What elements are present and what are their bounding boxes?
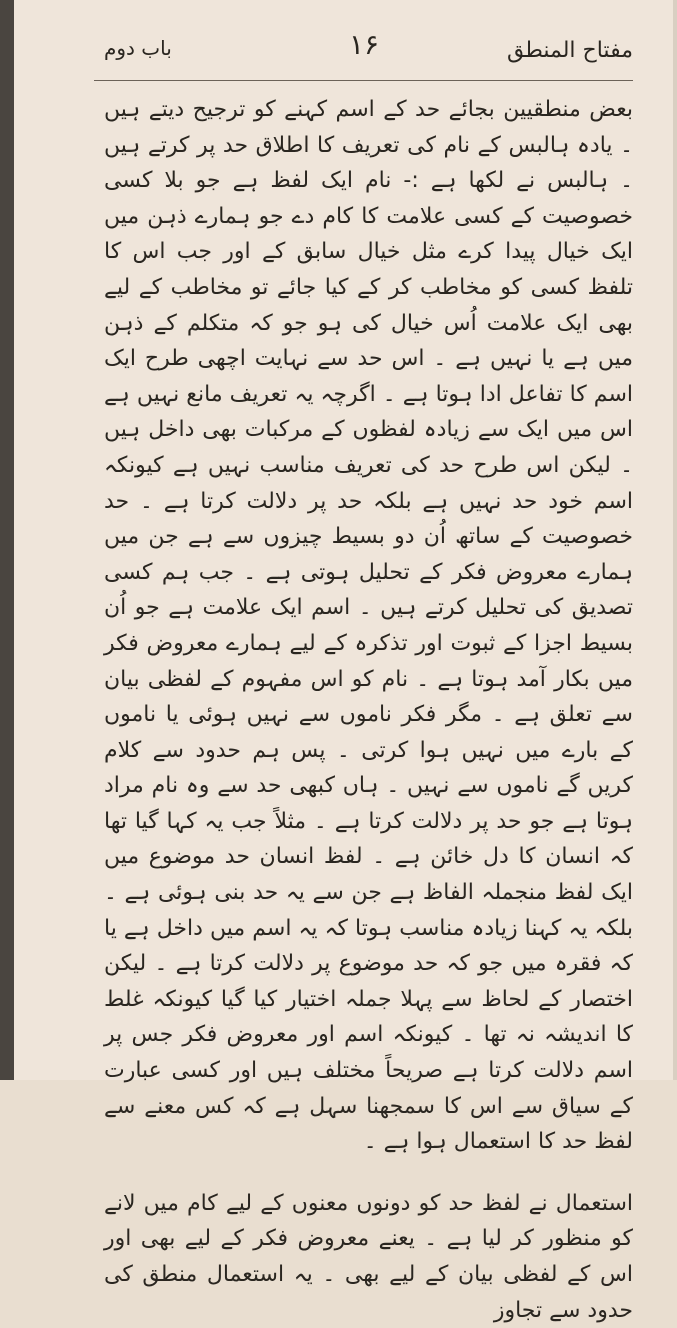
paragraph-gap <box>104 1160 633 1186</box>
body-text <box>104 92 633 1328</box>
paragraph-2: استعمال نے لفظ حد کو دونوں معنوں کے لیے کام میں لانے کو منظور کر لیا ہے ۔ یعنے معروض فکر کے لیے بھی اور اس کے لفظی بیان کے لیے بھی ۔ یہ استعمال منطق کی حدود سے تجاوز <box>104 1190 633 1323</box>
paragraph-1: بعض منطقیین بجائے حد کے اسم کہنے کو ترجیح دیتے ہیں ۔ یادہ ہالبس کے نام کی تعریف کا اطلاق حد پر کرتے ہیں ۔ ہالبس نے لکھا ہے :- نام ایک لفظ ہے جو بلا کسی خصوصیت کے کسی علامت کا کام دے جو ہمارے ذہن میں ایک خیال پیدا کرے مثل خیال سابق کے اور جب اس کا تلفظ کسی کو مخاطب کر کے کیا جائے تو مخاطب کے لیے بھی ایک علامت اُس خیال کی ہو جو کہ متکلم کے ذہن میں ہے یا نہیں ہے ۔ اس حد سے نہایت اچھی طرح ایک اسم کا تفاعل ادا ہوتا ہے ۔ اگرچہ یہ تعریف مانع نہیں ہے اس میں ایک سے زیادہ لفظوں کے مرکبات بھی داخل ہیں ۔ لیکن اس طرح حد کی تعریف مناسب نہیں ہے کیونکہ اسم خود حد نہیں ہے بلکہ حد پر دلالت کرتا ہے ۔ حد خصوصیت کے ساتھ اُن دو بسیط چیزوں سے ہے جن میں ہمارے معروض فکر کے تحلیل ہوتی ہے ۔ جب ہم کسی تصدیق کی تحلیل کرتے ہیں ۔ اسم ایک علامت ہے جو اُن بسیط اجزا کے ثبوت اور تذکرہ کے لیے ہمارے معروض فکر میں بکار آمد ہوتا ہے ۔ نام کو اس مفہوم کے لفظی بیان سے تعلق ہے ۔ مگر فکر ناموں سے نہیں ہوئی یا ناموں کے بارے میں نہیں ہوا کرتی ۔ پس ہم حدود سے کلام کریں گے ناموں سے نہیں ۔ ہاں کبھی حد سے وہ نام مراد ہوتا ہے جو حد پر دلالت کرتا ہے ۔ مثلاً جب یہ کہا گیا تھا کہ انسان کا دل خائن ہے ۔ لفظ انسان حد موضوع میں ایک لفظ منجملہ الفاظ ہے جن سے یہ حد بنی ہوئی ہے ۔ بلکہ یہ کہنا زیادہ مناسب ہوتا کہ یہ اسم میں داخل ہے یا کہ فقرہ میں جو کہ حد موضوع پر دلالت کرتا ہے ۔ لیکن اختصار کے لحاظ سے پہلا جملہ اختیار کیا گیا کیونکہ غلط کا اندیشہ نہ تھا ۔ کیونکہ اسم اور معروض فکر جس پر اسم دلالت کرتا ہے صریحاً مختلف ہیں اور کسی عبارت کے سیاق سے اس کا سمجھنا سہل ہے کہ کس معنے سے لفظ حد کا استعمال ہوا ہے ۔ <box>104 97 633 1155</box>
book-title: مفتاح المنطق <box>506 38 633 63</box>
page-header <box>74 28 633 76</box>
page-number: ۱۶ <box>349 28 380 61</box>
header-divider <box>94 80 633 81</box>
chapter-label: باب دوم <box>104 36 172 60</box>
